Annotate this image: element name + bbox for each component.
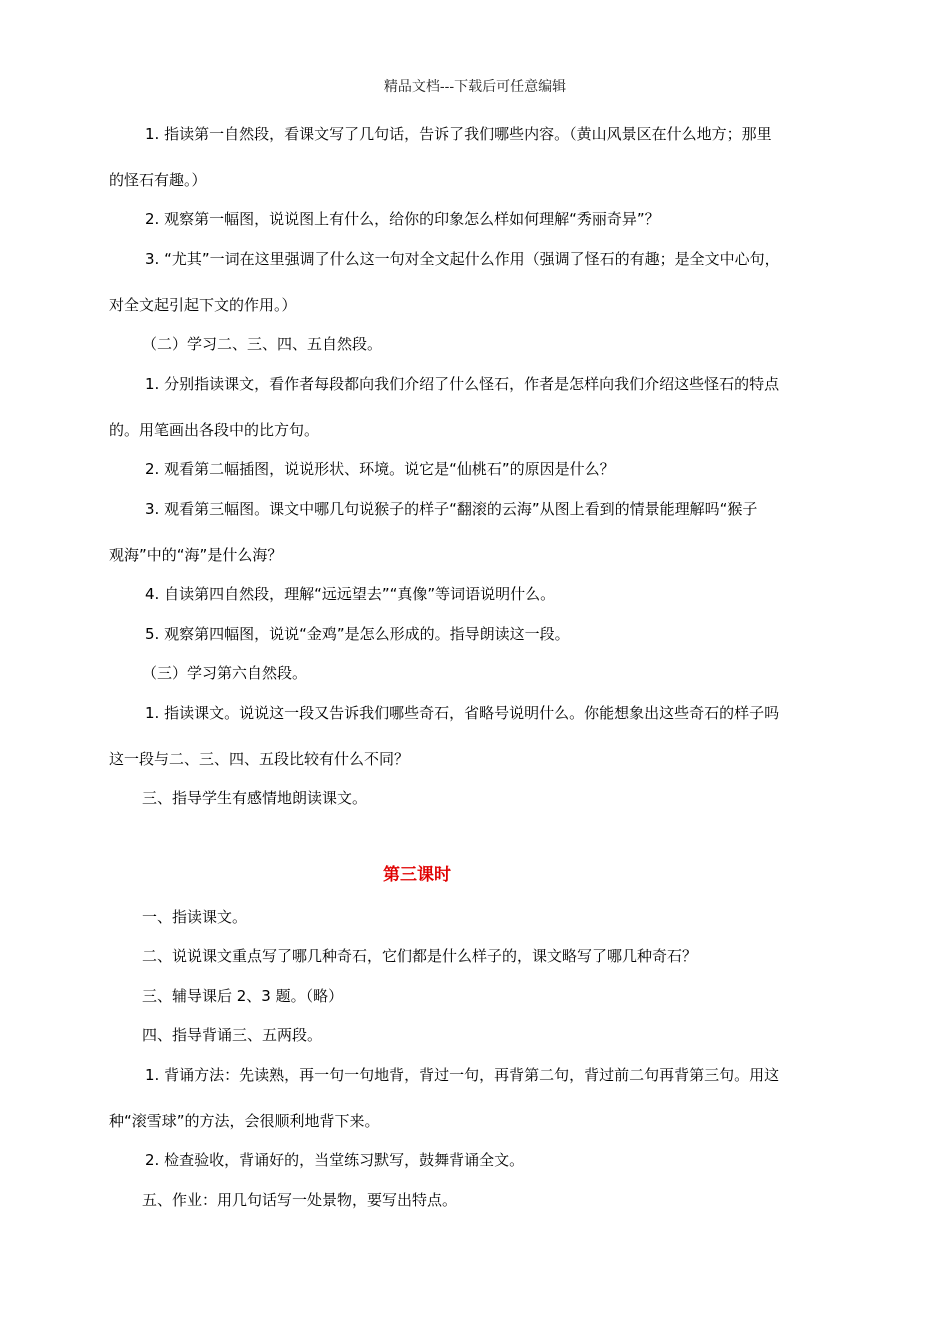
text-line: 五、作业：用几句话写一处景物，要写出特点。 (142, 1191, 458, 1209)
text-line: 一、指读课文。 (142, 908, 248, 926)
text-line: 的。用笔画出各段中的比方句。 (109, 421, 320, 439)
text-line: 1. 指读课文。说说这一段又告诉我们哪些奇石，省略号说明什么。你能想象出这些奇石的样子吗 (145, 704, 780, 722)
text-line: 2. 观看第二幅插图，说说形状、环境。说它是“仙桃石”的原因是什么？ (145, 460, 615, 478)
text-line: 3. 观看第三幅图。课文中哪几句说猴子的样子“翻滚的云海”从图上看到的情景能理解吗“猴子 (145, 500, 758, 518)
text-line: 对全文起引起下文的作用。） (109, 296, 297, 314)
text-line: （三）学习第六自然段。 (142, 664, 308, 682)
text-line: 5. 观察第四幅图，说说“金鸡”是怎么形成的。指导朗读这一段。 (145, 625, 570, 643)
section-title: 第三课时 (383, 865, 451, 885)
text-line: 观海”中的“海”是什么海？ (109, 546, 283, 564)
text-line: 四、指导背诵三、五两段。 (142, 1026, 323, 1044)
text-line: 二、说说课文重点写了哪几种奇石，它们都是什么样子的，课文略写了哪几种奇石？ (142, 947, 698, 965)
text-line: 种“滚雪球”的方法，会很顺利地背下来。 (109, 1112, 380, 1130)
text-line: 1. 指读第一自然段，看课文写了几句话，告诉了我们哪些内容。（黄山风景区在什么地方；那里 (145, 125, 772, 143)
text-line: 的怪石有趣。） (109, 171, 207, 189)
text-line: 3. “尤其”一词在这里强调了什么这一句对全文起什么作用（强调了怪石的有趣；是全文中心句， (145, 250, 780, 268)
text-line: 三、辅导课后 2、3 题。（略） (142, 987, 344, 1005)
text-line: 2. 检查验收，背诵好的，当堂练习默写，鼓舞背诵全文。 (145, 1151, 525, 1169)
text-line: 1. 背诵方法：先读熟，再一句一句地背，背过一句，再背第二句，背过前二句再背第三句。用这 (145, 1066, 780, 1084)
text-line: 4. 自读第四自然段，理解“远远望去”“真像”等词语说明什么。 (145, 585, 556, 603)
text-line: 2. 观察第一幅图，说说图上有什么，给你的印象怎么样如何理解“秀丽奇异”？ (145, 210, 660, 228)
text-line: 这一段与二、三、四、五段比较有什么不同？ (109, 750, 410, 768)
page-header: 精品文档---下载后可任意编辑 (383, 79, 567, 95)
text-line: 1. 分别指读课文，看作者每段都向我们介绍了什么怪石，作者是怎样向我们介绍这些怪石的特点 (145, 375, 780, 393)
text-line: （二）学习二、三、四、五自然段。 (142, 335, 383, 353)
text-line: 三、指导学生有感情地朗读课文。 (142, 789, 368, 807)
